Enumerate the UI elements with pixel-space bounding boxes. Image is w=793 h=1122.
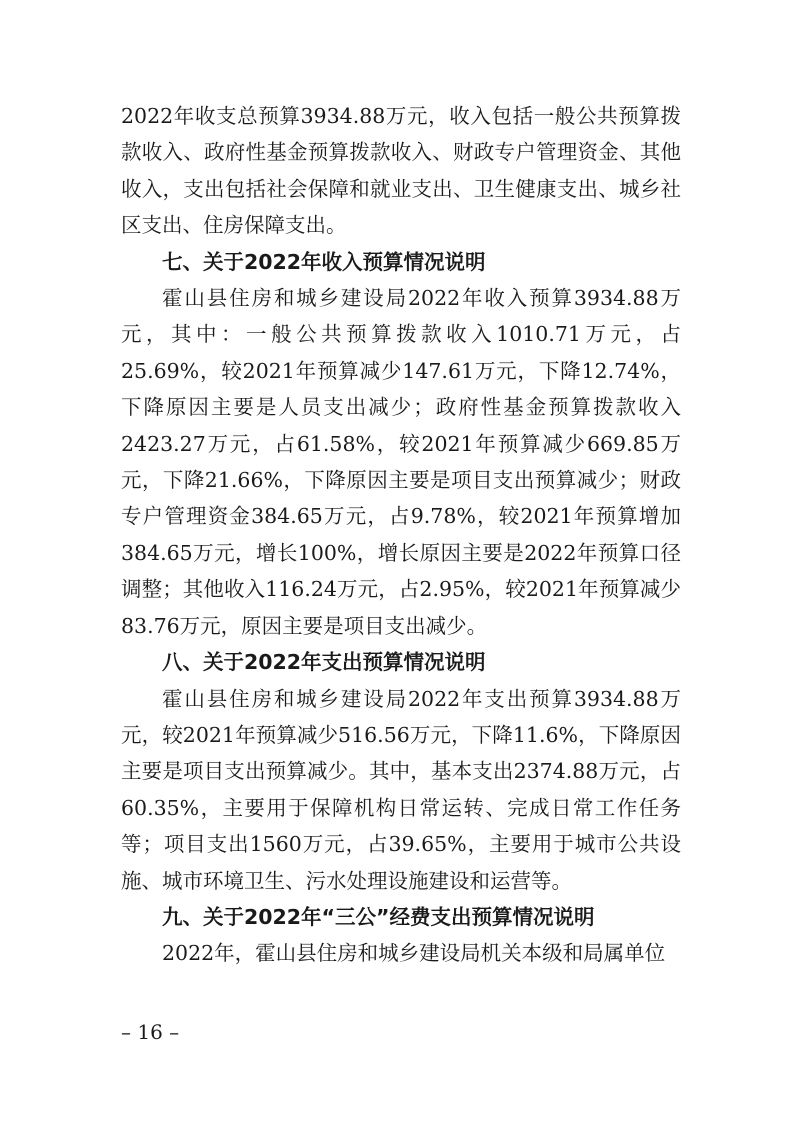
paragraph-income-budget: 霍山县住房和城乡建设局2022年收入预算3934.88万元，其中：一般公共预算拨款收入1010.71万元，占25.69%，较2021年预算减少147.61万元，下降12.74%，下降原因主要是人员支出减少；政府性基金预算拨款收入2423.27万元，占61.58%，较2021年预算减少669.85万元，下降21.66%，下降原因主要是项目支出预算减少；财政专户管理资金384.65万元，占9.78%，较2021年预算增加384.65万元，增长100%，增长原因主要是2022年预算口径调整；其他收入116.24万元，占2.95%，较2021年预算减少83.76万元，原因主要是项目支出减少。 (121, 286, 681, 638)
paragraph-expenditure-budget: 霍山县住房和城乡建设局2022年支出预算3934.88万元，较2021年预算减少516.56万元，下降11.6%，下降原因主要是项目支出预算减少。其中，基本支出2374.88万元，占60.35%，主要用于保障机构日常运转、完成日常工作任务等；项目支出1560万元，占39.65%，主要用于城市公共设施、城市环境卫生、污水处理设施建设和运营等。 (121, 686, 681, 893)
paragraph-three-public-expenses: 2022年，霍山县住房和城乡建设局机关本级和局属单位 (162, 941, 666, 966)
document-body (121, 98, 681, 972)
page-number: – 16 – (121, 1020, 180, 1044)
heading-three-public-expenses: 九、关于2022年“三公”经费支出预算情况说明 (162, 904, 595, 929)
heading-income-budget: 七、关于2022年收入预算情况说明 (162, 249, 486, 274)
paragraph-budget-summary: 2022年收支总预算3934.88万元，收入包括一般公共预算拨款收入、政府性基金预算拨款收入、财政专户管理资金、其他收入，支出包括社会保障和就业支出、卫生健康支出、城乡社区支出、住房保障支出。 (121, 104, 681, 238)
heading-expenditure-budget: 八、关于2022年支出预算情况说明 (162, 650, 486, 675)
